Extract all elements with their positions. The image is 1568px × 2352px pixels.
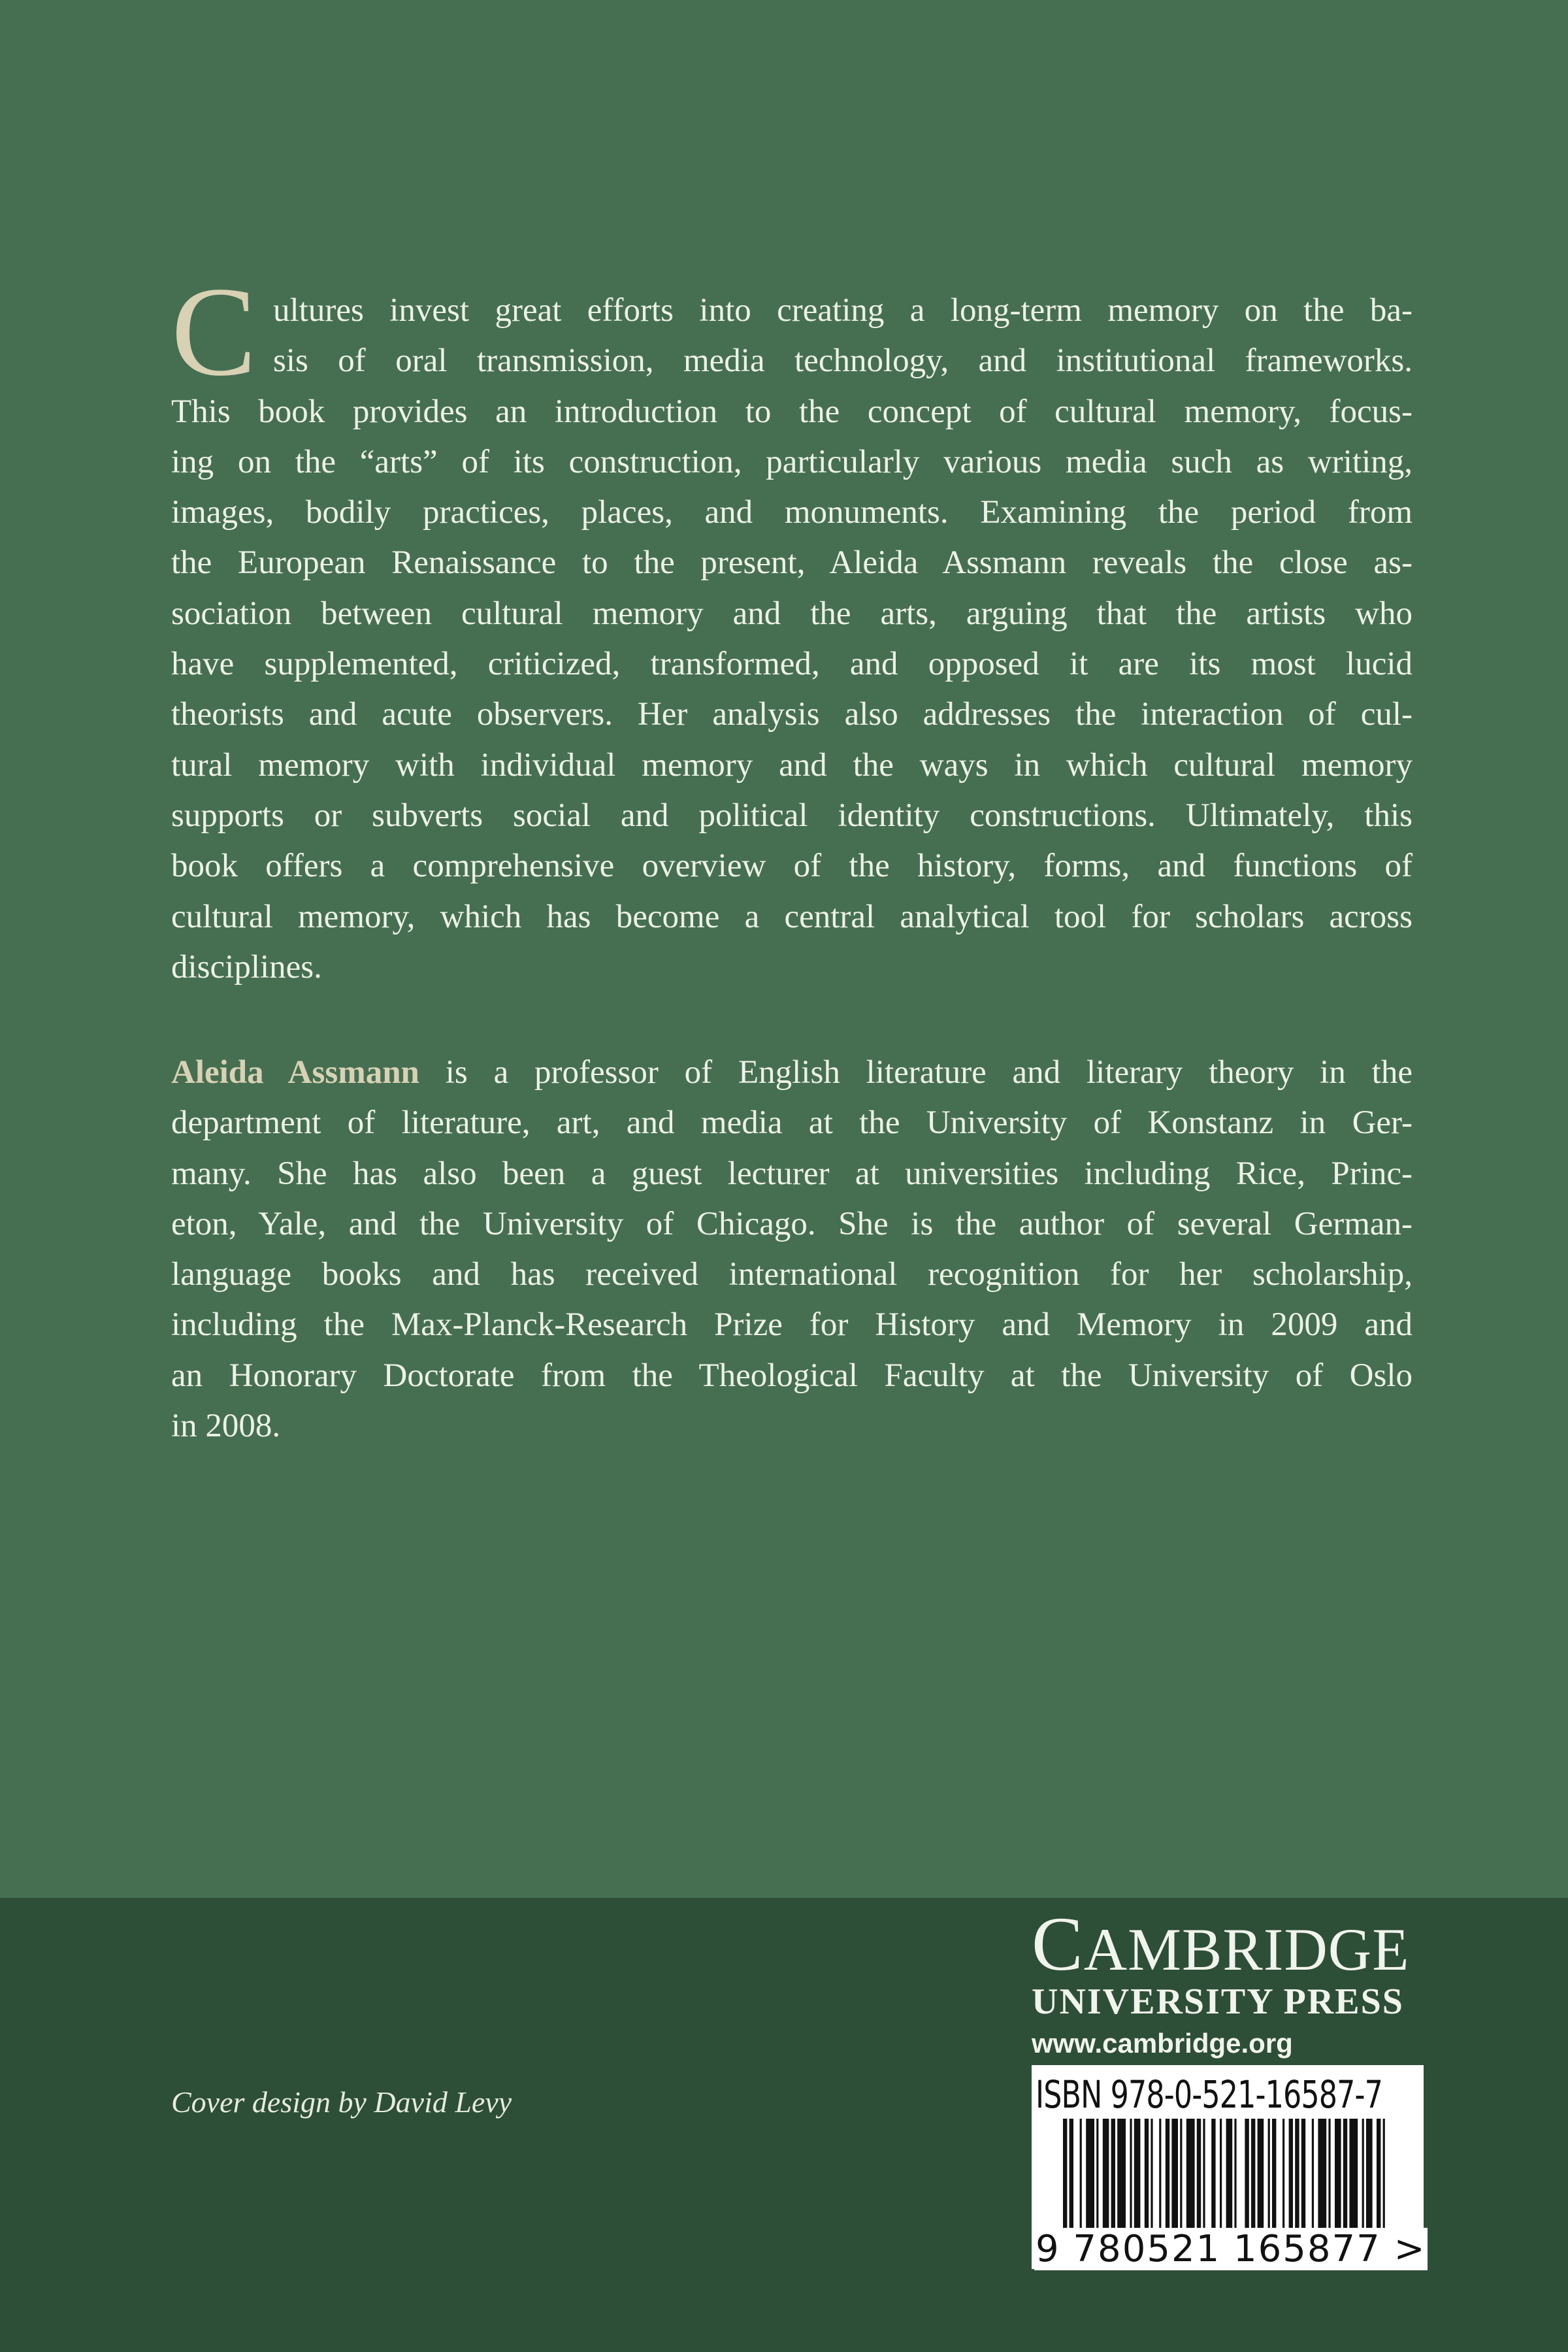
barcode-bar	[1328, 2119, 1330, 2240]
barcode-bar	[1096, 2119, 1098, 2240]
barcode-bar	[1134, 2119, 1141, 2240]
barcode-bar	[1220, 2119, 1222, 2240]
barcode-bar	[1343, 2119, 1347, 2240]
barcode-bar	[1171, 2119, 1178, 2240]
isbn-label: ISBN 978-0-521-16587-7	[1036, 2072, 1383, 2117]
author-bio	[171, 1048, 1413, 1451]
blurb-line: supports or subverts social and political identity constructions. Ultimately, this	[171, 797, 1413, 834]
bio-line-text: is a professor of English literature and literary theory in the	[419, 1054, 1413, 1091]
barcode-bar	[1318, 2119, 1326, 2240]
barcode-bar	[1226, 2119, 1233, 2240]
barcode-bar	[1272, 2119, 1276, 2240]
barcode-bar	[1145, 2119, 1149, 2240]
barcode-bar	[1159, 2119, 1161, 2240]
bio-line: in 2008.	[171, 1408, 281, 1445]
barcode-bar	[1295, 2119, 1299, 2240]
blurb-line: images, bodily practices, places, and monuments. Examining the period from	[171, 494, 1413, 531]
barcode-bar	[1312, 2119, 1314, 2240]
publisher-subtitle: UNIVERSITY PRESS	[1032, 1981, 1404, 2022]
barcode-bar	[1251, 2119, 1255, 2240]
barcode-bar	[1130, 2119, 1132, 2240]
blurb-line: sis of oral transmission, media technology, and institutional frameworks.	[273, 342, 1413, 380]
barcode-digits: 9 780521 165877 >	[1036, 2228, 1426, 2270]
isbn-barcode-box	[1032, 2065, 1424, 2269]
blurb-line: This book provides an introduction to the concept of cultural memory, focus-	[171, 393, 1413, 430]
blurb-line: have supplemented, criticized, transformed, and opposed it are its most lucid	[171, 646, 1413, 683]
barcode-bar	[1245, 2119, 1249, 2240]
barcode-bar	[1211, 2119, 1215, 2240]
barcode-bar	[1203, 2119, 1205, 2240]
bio-line: an Honorary Doctorate from the Theological Faculty at the University of Oslo	[171, 1357, 1413, 1394]
bio-line: language books and has received international recognition for her scholarship,	[171, 1256, 1413, 1293]
author-name: Aleida Assmann	[171, 1054, 419, 1091]
blurb-line: ultures invest great efforts into creating a long-term memory on the ba-	[273, 292, 1413, 329]
barcode-bar	[1349, 2119, 1358, 2240]
barcode-bar	[1080, 2119, 1082, 2240]
blurb-line: sociation between cultural memory and the arts, arguing that the artists who	[171, 595, 1413, 632]
barcode-bar	[1070, 2119, 1073, 2240]
publisher-url: www.cambridge.org	[1032, 2028, 1293, 2059]
cover-credit: Cover design by David Levy	[171, 2085, 512, 2119]
barcode-bar	[1258, 2119, 1264, 2240]
barcode-bar	[1086, 2119, 1094, 2240]
barcode-bar	[1234, 2119, 1236, 2240]
barcode-bar	[1166, 2119, 1169, 2240]
bio-line: department of literature, art, and media at the University of Konstanz in Ger-	[171, 1104, 1413, 1142]
publisher-name: CAMBRIDGE	[1032, 1901, 1410, 1987]
barcode-bar	[1301, 2119, 1305, 2240]
blurb-line: tural memory with individual memory and the ways in which cultural memory	[171, 746, 1413, 784]
blurb-line: the European Renaissance to the present, Aleida Assmann reveals the close as-	[171, 544, 1413, 582]
barcode-bar	[1362, 2119, 1364, 2240]
barcode-bar	[1377, 2119, 1380, 2240]
barcode-bar	[1103, 2119, 1109, 2240]
barcode-bar	[1282, 2119, 1284, 2240]
drop-cap: C	[171, 261, 257, 403]
blurb-line: disciplines.	[171, 948, 322, 986]
barcode-bar	[1383, 2119, 1385, 2240]
barcode-bar	[1186, 2119, 1195, 2240]
barcode-bar	[1197, 2119, 1201, 2240]
bio-line	[171, 1048, 1413, 1098]
barcode-bar	[1180, 2119, 1182, 2240]
bio-line: including the Max-Planck-Research Prize for History and Memory in 2009 and	[171, 1306, 1413, 1344]
barcode-bar	[1111, 2119, 1115, 2240]
blurb-line: ing on the “arts” of its construction, particularly various media such as writing,	[171, 443, 1413, 480]
barcode	[1063, 2119, 1390, 2240]
barcode-bar	[1268, 2119, 1270, 2240]
blurb	[171, 261, 1413, 993]
publisher-logo	[1032, 1901, 1424, 2062]
barcode-bar	[1366, 2119, 1373, 2240]
bio-line: many. She has also been a guest lecturer at universities including Rice, Princ-	[171, 1155, 1413, 1192]
bio-line: eton, Yale, and the University of Chicago. She is the author of several German-	[171, 1205, 1413, 1242]
blurb-line: theorists and acute observers. Her analysis also addresses the interaction of cul-	[171, 696, 1413, 733]
blurb-line: cultural memory, which has become a central analytical tool for scholars across	[171, 898, 1413, 935]
barcode-bar	[1335, 2119, 1341, 2240]
blurb-line: book offers a comprehensive overview of the history, forms, and functions of	[171, 848, 1413, 885]
barcode-bar	[1151, 2119, 1152, 2240]
barcode-bar	[1289, 2119, 1293, 2240]
barcode-bar	[1117, 2119, 1126, 2240]
barcode-bar	[1063, 2119, 1067, 2240]
